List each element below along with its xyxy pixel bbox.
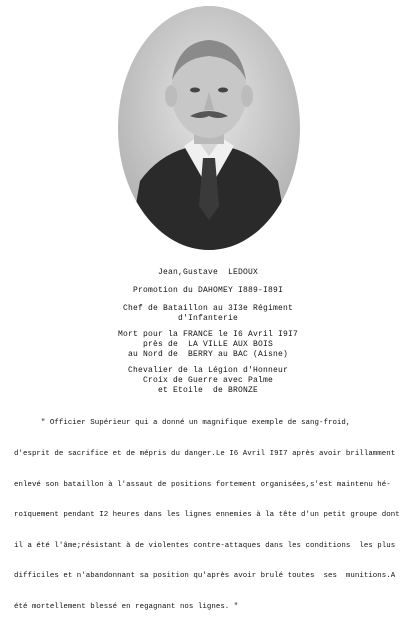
name-line: Jean,Gustave LEDOUX [157,268,258,277]
citation-line: il a été l'âme;résistant à de violentes contre-attaques dans les conditions les plus [14,541,396,550]
citation-line: roïquement pendant I2 heures dans les lignes ennemies à la tête d'un petit groupe dont [14,511,400,520]
death-block [0,330,416,360]
promotion-block [0,286,416,296]
honors-block [0,366,416,396]
citation-line: " Officier Supérieur qui a donné un magnifique exemple de sang-froid, [14,419,351,428]
death-line: Mort pour la FRANCE le I6 Avril I9I7 [117,330,299,339]
rank-line: d'Infanterie [177,314,238,323]
subject-name [0,268,416,278]
citation-line: d'esprit de sacrifice et de mépris du danger.Le I6 Avril I9I7 après avoir brillamment [14,450,396,459]
citation-line: été mortellement blessé en regagnant nos lignes. " [14,603,239,612]
rank-block [0,304,416,324]
honor-line: Chevalier de la Légion d'Honneur [127,366,289,375]
honor-line: et Etoile de BRONZE [157,386,258,395]
rank-line: Chef de Bataillon au 3I3e Régiment [122,304,294,313]
death-line: près de LA VILLE AUX BOIS [142,340,274,349]
portrait-photo [118,6,300,250]
citation-line: enlevé son bataillon à l'assaut de positions fortement organisées,s'est maintenu hé- [14,480,391,489]
honor-line: Croix de Guerre avec Palme [142,376,274,385]
citation-line: difficiles et n'abandonnant sa position qu'après avoir brulé toutes ses munitions.A [14,572,396,581]
citation-text [14,398,406,622]
death-line: au Nord de BERRY au BAC (Aisne) [127,350,289,359]
promotion-line: Promotion du DAHOMEY I889-I89I [132,286,284,295]
